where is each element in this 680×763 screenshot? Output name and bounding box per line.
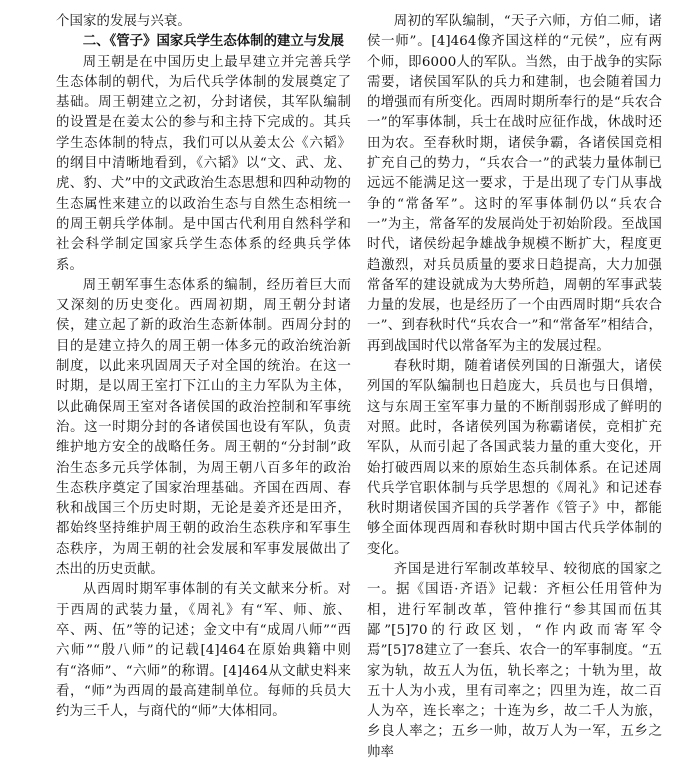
continuation-text: 个国家的发展与兴衰。 [56, 14, 191, 29]
paragraph: 春秋时期，随着诸侯列国的日渐强大，诸侯列国的军队编制也日趋庞大，兵员也与日俱增，这与东周王室军事力量的不断削弱形成了鲜明的对照。此时，各诸侯列国为称霸诸侯，竞相扩充军队，从而引起了各国武装力量的重大变化，开始打破西周以来的原始生态兵制体系。在记述周代兵学官职体制与兵学思想的《周礼》和记述春秋时期诸侯国齐国的兵学著作《管子》中，都能够全面体现西周和春秋时期中国古代兵学体制的变化。 [367, 359, 662, 557]
paragraph: 周王朝是在中国历史上最早建立并完善兵学生态体制的朝代，为后代兵学体制的发展奠定了基础。周王朝建立之初，分封诸侯，其军队编制的设置是在姜太公的参与和主持下完成的。其兵学生态体制的特点，我们可以从姜太公《六韬》的纲目中清晰地看到，《六韬》以“文、武、龙、虎、豹、犬”中的文武政治生态思想和四种动物的生态属性来建立的以政治生态与自然生态相统一的周王朝兵学体制。是中国古代利用自然科学和社会科学制定国家兵学生态体系的经典兵学体系。 [56, 54, 351, 273]
left-column [56, 12, 351, 722]
paragraph: 周初的军队编制，“天子六师，方伯二师，诸侯一师”。[4]464像齐国这样的“元侯”，应有两个师，即6000人的军队。当然，由于战争的实际需要，诸侯国军队的兵力和建制，也会随着国力的增强而有所变化。西周时期所奉行的是“兵农合一”的军事体制，兵士在战时应征作战，休战时还田为农。至春秋时期，诸侯争霸，各诸侯国竞相扩充自己的势力，“兵农合一”的武装力量体制已远远不能满足这一要求，于是出现了专门从事战争的“常备军”。这时的军事体制仍以“兵农合一”为主，常备军的发展尚处于初始阶段。至战国时代，诸侯纷起争雄战争规模不断扩大，程度更趋激烈，对兵员质量的要求日趋提高，大力加强常备军的建设就成为大势所趋，周朝的军事武装力量的发展，也是经历了一个由西周时期“兵农合一”、到春秋时代“兵农合一”和“常备军”相结合，再到战国时代以常备军为主的发展过程。 [367, 14, 662, 354]
right-column [367, 12, 662, 763]
section-heading: 二、《管子》国家兵学生态体制的建立与发展 [82, 34, 344, 50]
paragraph: 齐国是进行军制改革较早、较彻底的国家之一。据《国语·齐语》记载：齐桓公任用管仲为相，进行军制改革，管仲推行“参其国而伍其鄙”[5]70的行政区划，“作内政而寄军令焉”[5]78建立了一套兵、农合一的军事制度。“五家为轨，故五人为伍，轨长率之；十轨为里，故五十人为小戎，里有司率之；四里为连，故二百人为卒，连长率之；十连为乡，故二千人为旅，乡良人率之；五乡一帅，故万人为一军，五乡之帅率 [367, 562, 662, 760]
paragraph: 从西周时期军事体制的有关文献来分析。对于西周的武装力量，《周礼》有“军、师、旅、卒、两、伍”等的记述；金文中有“成周八师”“西六师”“殷八师”的记载[4]464在原始典籍中则有“洛师”、“六师”的称谓。[4]464从文献史料来看，“师”为西周的最高建制单位。每师的兵员大约为三千人，与商代的“师”大体相同。 [56, 582, 351, 720]
paragraph: 周王朝军事生态体系的编制，经历着巨大而又深刻的历史变化。西周初期，周王朝分封诸侯，建立起了新的政治生态新体制。西周分封的目的是建立持久的周王朝一体多元的政治统治新制度，以此来巩固周天子对全国的统治。在这一时期，是以周王室打下江山的主力军队为主体，以此确保周王室对各诸侯国的政治控制和军事统治。这一时期分封的各诸侯国也设有军队，负责维护地方安全的战略任务。周王朝的“分封制”政治生态多元兵学体制，为周王朝八百多年的政治生态秩序奠定了国家治理基础。齐国在西周、春秋和战国三个历史时期，无论是姜齐还是田齐，都始终坚持维护周王朝的政治生态秩序和军事生态秩序，为周王朝的社会发展和军事发展做出了杰出的历史贡献。 [56, 277, 351, 578]
